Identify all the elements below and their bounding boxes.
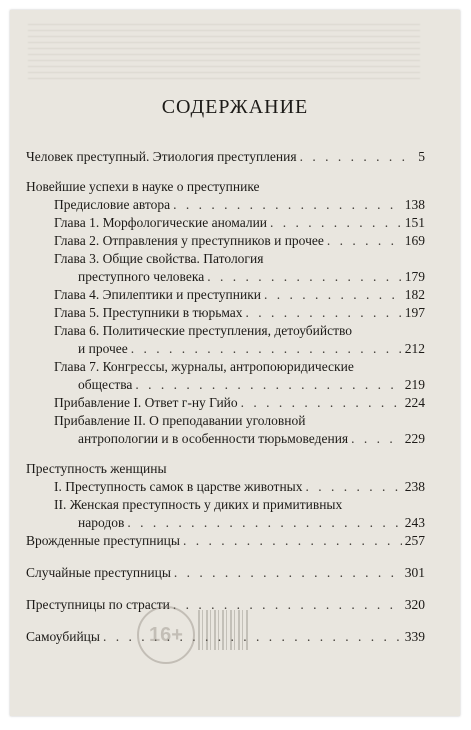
toc-entry-page: 339 bbox=[404, 629, 425, 644]
toc-leader-dots bbox=[174, 564, 402, 582]
toc-entry-label: Предисловие автора bbox=[54, 197, 171, 212]
toc-entry-label: Преступницы по страсти bbox=[26, 597, 170, 612]
toc-entry bbox=[26, 478, 425, 496]
toc-leader-dots bbox=[264, 286, 402, 304]
toc-leader-dots bbox=[173, 196, 402, 214]
toc-leader-dots bbox=[306, 478, 402, 496]
table-of-contents bbox=[26, 148, 425, 646]
toc-entry-page: 138 bbox=[404, 197, 425, 212]
toc-entry-label: Глава 5. Преступники в тюрьмах bbox=[54, 305, 243, 320]
toc-entry-page: 197 bbox=[404, 305, 425, 320]
toc-entry-label: Глава 2. Отправления у преступников и прочее bbox=[54, 233, 324, 248]
toc-entry-label: Человек преступный. Этиология преступления bbox=[26, 149, 297, 164]
age-rating-stamp: 16+ bbox=[137, 606, 195, 664]
toc-entry bbox=[26, 268, 425, 286]
toc-entry-page: 179 bbox=[404, 269, 425, 284]
toc-entry-label: I. Преступность самок в царстве животных bbox=[54, 479, 303, 494]
toc-entry bbox=[26, 514, 425, 532]
toc-entry-label: Случайные преступницы bbox=[26, 565, 171, 580]
toc-entry bbox=[26, 286, 425, 304]
toc-entry bbox=[26, 564, 425, 582]
toc-entry-line bbox=[26, 412, 425, 430]
toc-entry-page: 301 bbox=[404, 565, 425, 580]
toc-entry bbox=[26, 304, 425, 322]
toc-entry bbox=[26, 394, 425, 412]
toc-entry-label: преступного человека bbox=[78, 269, 205, 284]
toc-entry-page: 151 bbox=[404, 215, 425, 230]
toc-entry-page: 212 bbox=[404, 341, 425, 356]
toc-entry-line bbox=[26, 496, 425, 514]
toc-entry-label: Глава 4. Эпилептики и преступники bbox=[54, 287, 262, 302]
toc-entry-label: Прибавление II. О преподавании уголовной bbox=[54, 413, 306, 428]
toc-entry-label: Самоубийцы bbox=[26, 629, 100, 644]
toc-entry bbox=[26, 340, 425, 358]
toc-entry-page: 224 bbox=[404, 395, 425, 410]
toc-leader-dots bbox=[135, 376, 401, 394]
toc-leader-dots bbox=[241, 394, 402, 412]
toc-leader-dots bbox=[131, 340, 402, 358]
toc-entry bbox=[26, 376, 425, 394]
toc-entry-label: Глава 6. Политические преступления, детоубийство bbox=[54, 323, 353, 338]
toc-entry bbox=[26, 196, 425, 214]
toc-section-heading bbox=[26, 178, 425, 196]
toc-entry-page: 169 bbox=[404, 233, 425, 248]
toc-entry-page: 219 bbox=[404, 377, 425, 392]
toc-entry-label: Новейшие успехи в науке о преступнике bbox=[26, 179, 260, 194]
toc-entry bbox=[26, 232, 425, 250]
toc-entry-label: общества bbox=[78, 377, 133, 392]
toc-entry-label: Глава 3. Общие свойства. Патология bbox=[54, 251, 264, 266]
toc-entry-label: народов bbox=[78, 515, 125, 530]
toc-entry-line bbox=[26, 250, 425, 268]
toc-entry bbox=[26, 532, 425, 550]
toc-entry bbox=[26, 214, 425, 232]
toc-entry-page: 5 bbox=[418, 149, 425, 164]
toc-entry-page: 243 bbox=[404, 515, 425, 530]
toc-leader-dots bbox=[327, 232, 402, 250]
toc-leader-dots bbox=[127, 514, 401, 532]
toc-entry-line bbox=[26, 358, 425, 376]
toc-entry bbox=[26, 148, 425, 166]
toc-entry-page: 257 bbox=[404, 533, 425, 548]
toc-entry-page: 238 bbox=[404, 479, 425, 494]
toc-leader-dots bbox=[183, 532, 402, 550]
toc-leader-dots bbox=[246, 304, 402, 322]
toc-section-heading bbox=[26, 460, 425, 478]
toc-entry-page: 182 bbox=[404, 287, 425, 302]
toc-entry-label: II. Женская преступность у диких и примитивных bbox=[54, 497, 343, 512]
toc-leader-dots bbox=[300, 148, 416, 166]
bleed-through-text bbox=[28, 24, 420, 82]
toc-entry-line bbox=[26, 322, 425, 340]
toc-entry-label: и прочее bbox=[78, 341, 128, 356]
book-page bbox=[10, 10, 460, 716]
toc-entry-label: Врожденные преступницы bbox=[26, 533, 180, 548]
toc-leader-dots bbox=[207, 268, 402, 286]
toc-entry-label: Прибавление I. Ответ г-ну Гийо bbox=[54, 395, 238, 410]
toc-entry-label: антропологии и в особенности тюрьмоведения bbox=[78, 431, 349, 446]
barcode-stamp bbox=[198, 610, 250, 650]
toc-entry-page: 229 bbox=[404, 431, 425, 446]
toc-entry bbox=[26, 430, 425, 448]
toc-leader-dots bbox=[270, 214, 402, 232]
toc-entry-label: Глава 7. Конгрессы, журналы, антропоюридические bbox=[54, 359, 354, 374]
toc-entry-label: Глава 1. Морфологические аномалии bbox=[54, 215, 268, 230]
toc-leader-dots bbox=[351, 430, 402, 448]
page-title: СОДЕРЖАНИЕ bbox=[161, 96, 309, 118]
toc-entry-label: Преступность женщины bbox=[26, 461, 167, 476]
toc-entry-page: 320 bbox=[404, 597, 425, 612]
